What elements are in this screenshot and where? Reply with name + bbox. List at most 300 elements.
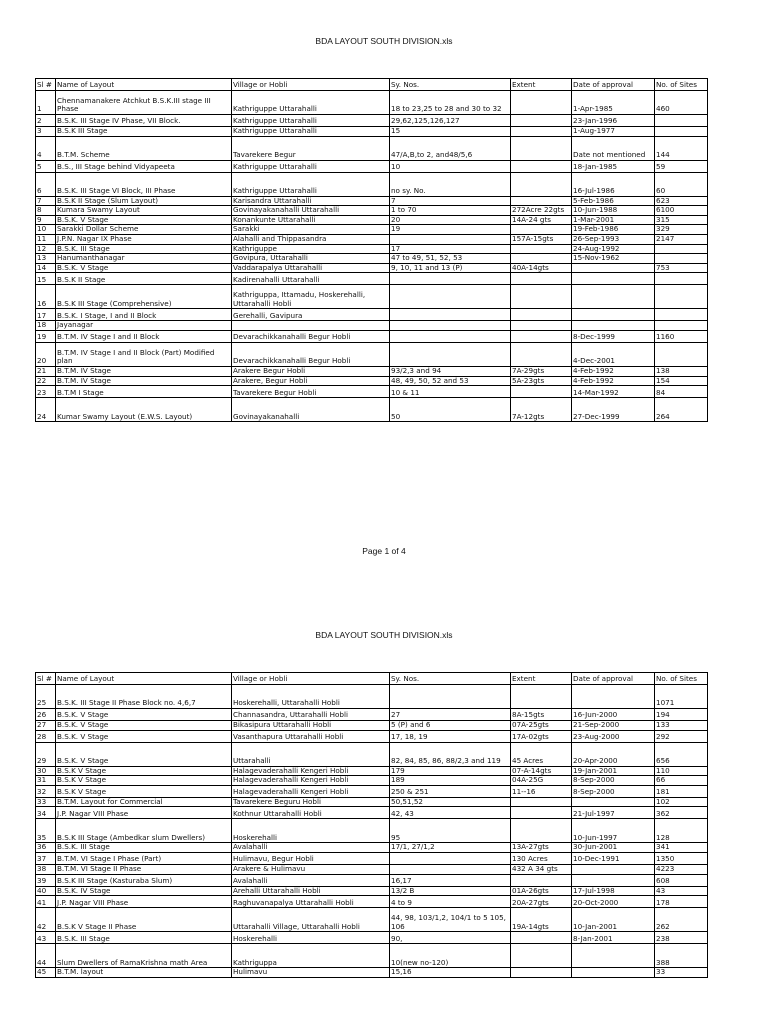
approval-date-cell: 10-Jun-1988 bbox=[572, 206, 655, 216]
layout-table bbox=[35, 672, 708, 978]
survey-nos-cell: 17/1, 27/1,2 bbox=[390, 843, 511, 853]
approval-date-cell: 24-Aug-1992 bbox=[572, 244, 655, 254]
approval-date-cell: 20-Apr-2000 bbox=[572, 742, 655, 766]
extent-cell bbox=[511, 797, 572, 807]
layout-name-cell: B.S.K V Stage bbox=[56, 776, 232, 786]
sl-no-cell: 27 bbox=[36, 721, 56, 731]
approval-date-cell: 8-Dec-1999 bbox=[572, 330, 655, 342]
sl-no-cell: 22 bbox=[36, 376, 56, 386]
extent-cell: 17A-02gts bbox=[511, 730, 572, 742]
village-hobli-cell: Halagevaderahalli Kengeri Hobli bbox=[232, 766, 390, 776]
approval-date-cell bbox=[572, 968, 655, 978]
site-count-cell: 66 bbox=[655, 776, 708, 786]
column-header-layout-name: Name of Layout bbox=[56, 673, 232, 685]
layout-name-cell: B.S.K. III Stage bbox=[56, 244, 232, 254]
sl-no-cell: 15 bbox=[36, 273, 56, 285]
extent-cell bbox=[511, 91, 572, 115]
village-hobli-cell: Vasanthapura Uttarahalli Hobli bbox=[232, 730, 390, 742]
site-count-cell: 1071 bbox=[655, 685, 708, 709]
layout-name-cell: B.T.M. Layout for Commercial bbox=[56, 797, 232, 807]
survey-nos-cell bbox=[390, 321, 511, 331]
village-hobli-cell: Govinayakanahalli bbox=[232, 398, 390, 422]
table-row bbox=[36, 234, 708, 244]
layout-name-cell: B.S.K III Stage (Comprehensive) bbox=[56, 285, 232, 309]
village-hobli-cell: Tavarekere Begur Hobli bbox=[232, 386, 390, 398]
sl-no-cell: 39 bbox=[36, 874, 56, 886]
site-count-cell: 460 bbox=[655, 91, 708, 115]
layout-name-cell: B.T.M I Stage bbox=[56, 386, 232, 398]
table-row bbox=[36, 160, 708, 172]
table-row bbox=[36, 115, 708, 127]
village-hobli-cell: Devarachikkanahalli Begur Hobli bbox=[232, 342, 390, 366]
village-hobli-cell: Halagevaderahalli Kengeri Hobli bbox=[232, 776, 390, 786]
sl-no-cell: 38 bbox=[36, 864, 56, 874]
approval-date-cell: 19-Feb-1986 bbox=[572, 225, 655, 235]
sl-no-cell: 34 bbox=[36, 807, 56, 819]
village-hobli-cell: Hoskerehalli bbox=[232, 932, 390, 944]
column-header-survey-nos: Sy. Nos. bbox=[390, 79, 511, 91]
column-header-site-count: No. of Sites bbox=[655, 673, 708, 685]
table-row bbox=[36, 215, 708, 225]
survey-nos-cell: 4 to 9 bbox=[390, 896, 511, 908]
sl-no-cell: 40 bbox=[36, 886, 56, 896]
approval-date-cell: 14-Mar-1992 bbox=[572, 386, 655, 398]
table-row bbox=[36, 944, 708, 968]
survey-nos-cell: 179 bbox=[390, 766, 511, 776]
sl-no-cell: 4 bbox=[36, 136, 56, 160]
approval-date-cell bbox=[572, 285, 655, 309]
village-hobli-cell: Gerehalli, Gavipura bbox=[232, 309, 390, 321]
extent-cell bbox=[511, 342, 572, 366]
survey-nos-cell bbox=[390, 285, 511, 309]
village-hobli-cell: Kathriguppe Uttarahalli bbox=[232, 127, 390, 137]
table-row bbox=[36, 376, 708, 386]
table-row bbox=[36, 172, 708, 196]
approval-date-cell bbox=[572, 685, 655, 709]
extent-cell: 130 Acres bbox=[511, 852, 572, 864]
sl-no-cell: 42 bbox=[36, 908, 56, 932]
village-hobli-cell: Arehalli Uttarahalli Hobli bbox=[232, 886, 390, 896]
site-count-cell bbox=[655, 321, 708, 331]
table-row bbox=[36, 366, 708, 376]
layout-name-cell: Jayanagar bbox=[56, 321, 232, 331]
survey-nos-cell: 47 to 49, 51, 52, 53 bbox=[390, 254, 511, 264]
extent-cell bbox=[511, 273, 572, 285]
site-count-cell bbox=[655, 285, 708, 309]
survey-nos-cell: 44, 98, 103/1,2, 104/1 to 5 105, 106 bbox=[390, 908, 511, 932]
survey-nos-cell: 18 to 23,25 to 28 and 30 to 32 bbox=[390, 91, 511, 115]
layout-name-cell: Kumar Swamy Layout (E.W.S. Layout) bbox=[56, 398, 232, 422]
village-hobli-cell: Hoskerehalli bbox=[232, 819, 390, 843]
table-row bbox=[36, 330, 708, 342]
approval-date-cell: 30-Jun-2001 bbox=[572, 843, 655, 853]
site-count-cell: 6100 bbox=[655, 206, 708, 216]
table-row bbox=[36, 309, 708, 321]
column-header-village-hobli: Village or Hobli bbox=[232, 673, 390, 685]
approval-date-cell: 26-Sep-1993 bbox=[572, 234, 655, 244]
extent-cell bbox=[511, 309, 572, 321]
layout-name-cell: B.T.M. VI Stage I Phase (Part) bbox=[56, 852, 232, 864]
village-hobli-cell: Vaddarapalya Uttarahalli bbox=[232, 263, 390, 273]
approval-date-cell: 23-Jan-1996 bbox=[572, 115, 655, 127]
table-row bbox=[36, 285, 708, 309]
village-hobli-cell: Kothnur Uttarahalli Hobli bbox=[232, 807, 390, 819]
column-header-sl-no: Sl # bbox=[36, 79, 56, 91]
approval-date-cell: 4-Feb-1992 bbox=[572, 376, 655, 386]
layout-name-cell: J.P. Nagar VIII Phase bbox=[56, 896, 232, 908]
sl-no-cell: 17 bbox=[36, 309, 56, 321]
survey-nos-cell bbox=[390, 273, 511, 285]
site-count-cell: 154 bbox=[655, 376, 708, 386]
site-count-cell: 194 bbox=[655, 709, 708, 721]
table-row bbox=[36, 136, 708, 160]
sl-no-cell: 1 bbox=[36, 91, 56, 115]
survey-nos-cell bbox=[390, 864, 511, 874]
site-count-cell bbox=[655, 127, 708, 137]
village-hobli-cell: Bikasipura Uttarahalli Hobli bbox=[232, 721, 390, 731]
survey-nos-cell: 29,62,125,126,127 bbox=[390, 115, 511, 127]
layout-name-cell: B.S.K II Stage bbox=[56, 273, 232, 285]
table-row bbox=[36, 263, 708, 273]
survey-nos-cell: 27 bbox=[390, 709, 511, 721]
extent-cell: 14A-24 gts bbox=[511, 215, 572, 225]
survey-nos-cell: 17 bbox=[390, 244, 511, 254]
table-row bbox=[36, 91, 708, 115]
sl-no-cell: 7 bbox=[36, 196, 56, 206]
survey-nos-cell: 82, 84, 85, 86, 88/2,3 and 119 bbox=[390, 742, 511, 766]
survey-nos-cell: 47/A,B,to 2, and48/5,6 bbox=[390, 136, 511, 160]
approval-date-cell: 8-Jan-2001 bbox=[572, 932, 655, 944]
column-header-layout-name: Name of Layout bbox=[56, 79, 232, 91]
site-count-cell: 623 bbox=[655, 196, 708, 206]
sl-no-cell: 29 bbox=[36, 742, 56, 766]
document-title: BDA LAYOUT SOUTH DIVISION.xls bbox=[315, 36, 453, 46]
approval-date-cell: 16-Jun-2000 bbox=[572, 709, 655, 721]
table-row bbox=[36, 398, 708, 422]
approval-date-cell: 27-Dec-1999 bbox=[572, 398, 655, 422]
extent-cell bbox=[511, 386, 572, 398]
extent-cell bbox=[511, 285, 572, 309]
layout-name-cell: B.S.K. III Stage VI Block, III Phase bbox=[56, 172, 232, 196]
column-header-extent: Extent bbox=[511, 79, 572, 91]
table-row bbox=[36, 886, 708, 896]
table-row bbox=[36, 709, 708, 721]
site-count-cell bbox=[655, 115, 708, 127]
layout-name-cell: B.S.K V Stage bbox=[56, 785, 232, 797]
extent-cell bbox=[511, 172, 572, 196]
table-row bbox=[36, 819, 708, 843]
survey-nos-cell: no sy. No. bbox=[390, 172, 511, 196]
extent-cell bbox=[511, 685, 572, 709]
village-hobli-cell: Arakere Begur Hobli bbox=[232, 366, 390, 376]
survey-nos-cell: 15 bbox=[390, 127, 511, 137]
extent-cell: 157A-15gts bbox=[511, 234, 572, 244]
table-row bbox=[36, 807, 708, 819]
village-hobli-cell: Hulimavu bbox=[232, 968, 390, 978]
survey-nos-cell: 95 bbox=[390, 819, 511, 843]
survey-nos-cell bbox=[390, 685, 511, 709]
site-count-cell: 292 bbox=[655, 730, 708, 742]
village-hobli-cell: Kathriguppe Uttarahalli bbox=[232, 91, 390, 115]
approval-date-cell: 4-Feb-1992 bbox=[572, 366, 655, 376]
layout-name-cell: B.S.K III Stage bbox=[56, 127, 232, 137]
site-count-cell: 181 bbox=[655, 785, 708, 797]
extent-cell: 7A-12gts bbox=[511, 398, 572, 422]
sl-no-cell: 45 bbox=[36, 968, 56, 978]
site-count-cell: 43 bbox=[655, 886, 708, 896]
extent-cell: 45 Acres bbox=[511, 742, 572, 766]
approval-date-cell bbox=[572, 944, 655, 968]
sl-no-cell: 3 bbox=[36, 127, 56, 137]
sl-no-cell: 33 bbox=[36, 797, 56, 807]
site-count-cell: 1160 bbox=[655, 330, 708, 342]
village-hobli-cell: Raghuvanapalya Uttarahalli Hobli bbox=[232, 896, 390, 908]
site-count-cell bbox=[655, 342, 708, 366]
extent-cell: 13A-27gts bbox=[511, 843, 572, 853]
table-row bbox=[36, 843, 708, 853]
extent-cell bbox=[511, 136, 572, 160]
table-row bbox=[36, 254, 708, 264]
site-count-cell bbox=[655, 244, 708, 254]
village-hobli-cell: Kathriguppa bbox=[232, 944, 390, 968]
site-count-cell: 362 bbox=[655, 807, 708, 819]
table-row bbox=[36, 386, 708, 398]
approval-date-cell bbox=[572, 273, 655, 285]
approval-date-cell: 1-Aug-1977 bbox=[572, 127, 655, 137]
village-hobli-cell: Hoskerehalli, Uttarahalli Hobli bbox=[232, 685, 390, 709]
approval-date-cell bbox=[572, 864, 655, 874]
layout-name-cell: B.S.K. III Stage bbox=[56, 843, 232, 853]
approval-date-cell: 5-Feb-1986 bbox=[572, 196, 655, 206]
survey-nos-cell: 19 bbox=[390, 225, 511, 235]
table-row bbox=[36, 196, 708, 206]
village-hobli-cell: Kadirenahalli Uttarahalli bbox=[232, 273, 390, 285]
site-count-cell: 341 bbox=[655, 843, 708, 853]
extent-cell: 19A-14gts bbox=[511, 908, 572, 932]
extent-cell: 5A-23gts bbox=[511, 376, 572, 386]
site-count-cell: 138 bbox=[655, 366, 708, 376]
layout-name-cell: B.T.M. VI Stage II Phase bbox=[56, 864, 232, 874]
village-hobli-cell: Govinayakanahalli Uttarahalli bbox=[232, 206, 390, 216]
extent-cell bbox=[511, 244, 572, 254]
extent-cell bbox=[511, 115, 572, 127]
survey-nos-cell: 90, bbox=[390, 932, 511, 944]
table-row bbox=[36, 852, 708, 864]
survey-nos-cell: 5 (P) and 6 bbox=[390, 721, 511, 731]
layout-name-cell: Chennamanakere Atchkut B.S.K.III stage III Phase bbox=[56, 91, 232, 115]
approval-date-cell: 16-Jul-1986 bbox=[572, 172, 655, 196]
extent-cell bbox=[511, 932, 572, 944]
village-hobli-cell: Kathriguppe Uttarahalli bbox=[232, 115, 390, 127]
table-row bbox=[36, 864, 708, 874]
survey-nos-cell: 10(new no-120) bbox=[390, 944, 511, 968]
layout-name-cell: B.T.M. IV Stage bbox=[56, 366, 232, 376]
column-header-village-hobli: Village or Hobli bbox=[232, 79, 390, 91]
survey-nos-cell: 1 to 70 bbox=[390, 206, 511, 216]
sl-no-cell: 21 bbox=[36, 366, 56, 376]
sl-no-cell: 10 bbox=[36, 225, 56, 235]
site-count-cell: 144 bbox=[655, 136, 708, 160]
layout-name-cell: J.P. Nagar VIII Phase bbox=[56, 807, 232, 819]
layout-name-cell: B.T.M. IV Stage I and II Block (Part) Modified plan bbox=[56, 342, 232, 366]
table-row bbox=[36, 785, 708, 797]
village-hobli-cell: Arakere, Begur Hobli bbox=[232, 376, 390, 386]
layout-name-cell: B.S.K III Stage (Kasturaba Slum) bbox=[56, 874, 232, 886]
table-row bbox=[36, 797, 708, 807]
extent-cell: 04A-25G bbox=[511, 776, 572, 786]
village-hobli-cell: Tavarekere Begur bbox=[232, 136, 390, 160]
table-row bbox=[36, 206, 708, 216]
village-hobli-cell: Tavarekere Beguru Hobli bbox=[232, 797, 390, 807]
column-header-survey-nos: Sy. Nos. bbox=[390, 673, 511, 685]
sl-no-cell: 31 bbox=[36, 776, 56, 786]
survey-nos-cell bbox=[390, 309, 511, 321]
survey-nos-cell: 17, 18, 19 bbox=[390, 730, 511, 742]
layout-name-cell: B.T.M. IV Stage bbox=[56, 376, 232, 386]
table-row bbox=[36, 968, 708, 978]
sl-no-cell: 23 bbox=[36, 386, 56, 398]
site-count-cell: 388 bbox=[655, 944, 708, 968]
survey-nos-cell: 50 bbox=[390, 398, 511, 422]
approval-date-cell: 10-Dec-1991 bbox=[572, 852, 655, 864]
village-hobli-cell: Avalahalli bbox=[232, 843, 390, 853]
extent-cell bbox=[511, 196, 572, 206]
table-header-row bbox=[36, 79, 708, 91]
layout-name-cell: J.P.N. Nagar IX Phase bbox=[56, 234, 232, 244]
approval-date-cell: 4-Dec-2001 bbox=[572, 342, 655, 366]
table-row bbox=[36, 342, 708, 366]
extent-cell bbox=[511, 330, 572, 342]
site-count-cell: 178 bbox=[655, 896, 708, 908]
village-hobli-cell: Kathriguppa, Ittamadu, Hoskerehalli, Uttarahalli Hobli bbox=[232, 285, 390, 309]
layout-name-cell: B.S.K. I Stage, I and II Block bbox=[56, 309, 232, 321]
table-row bbox=[36, 225, 708, 235]
table-row bbox=[36, 776, 708, 786]
extent-cell bbox=[511, 944, 572, 968]
table-row bbox=[36, 321, 708, 331]
layout-name-cell: B.S.K. III Stage II Phase Block no. 4,6,7 bbox=[56, 685, 232, 709]
sl-no-cell: 28 bbox=[36, 730, 56, 742]
sl-no-cell: 20 bbox=[36, 342, 56, 366]
layout-name-cell: B.S.K. V Stage bbox=[56, 730, 232, 742]
approval-date-cell: 17-Jul-1998 bbox=[572, 886, 655, 896]
village-hobli-cell: Avalahalli bbox=[232, 874, 390, 886]
survey-nos-cell: 93/2,3 and 94 bbox=[390, 366, 511, 376]
survey-nos-cell: 10 bbox=[390, 160, 511, 172]
extent-cell bbox=[511, 160, 572, 172]
sl-no-cell: 37 bbox=[36, 852, 56, 864]
layout-name-cell: B.S.K II Stage (Slum Layout) bbox=[56, 196, 232, 206]
layout-name-cell: B.S., III Stage behind Vidyapeeta bbox=[56, 160, 232, 172]
extent-cell bbox=[511, 807, 572, 819]
approval-date-cell: 19-Jan-2001 bbox=[572, 766, 655, 776]
approval-date-cell: 21-Jul-1997 bbox=[572, 807, 655, 819]
village-hobli-cell: Sarakki bbox=[232, 225, 390, 235]
approval-date-cell: 10-Jun-1997 bbox=[572, 819, 655, 843]
survey-nos-cell bbox=[390, 234, 511, 244]
table-row bbox=[36, 127, 708, 137]
sl-no-cell: 9 bbox=[36, 215, 56, 225]
site-count-cell bbox=[655, 273, 708, 285]
survey-nos-cell: 48, 49, 50, 52 and 53 bbox=[390, 376, 511, 386]
approval-date-cell: 8-Sep-2000 bbox=[572, 785, 655, 797]
site-count-cell: 60 bbox=[655, 172, 708, 196]
village-hobli-cell: Alahalli and Thippasandra bbox=[232, 234, 390, 244]
sl-no-cell: 12 bbox=[36, 244, 56, 254]
approval-date-cell bbox=[572, 263, 655, 273]
extent-cell: 20A-27gts bbox=[511, 896, 572, 908]
sl-no-cell: 43 bbox=[36, 932, 56, 944]
survey-nos-cell: 189 bbox=[390, 776, 511, 786]
approval-date-cell: 20-Oct-2000 bbox=[572, 896, 655, 908]
survey-nos-cell: 15,16 bbox=[390, 968, 511, 978]
layout-name-cell: B.S.K. III Stage IV Phase, VII Block. bbox=[56, 115, 232, 127]
table-row bbox=[36, 896, 708, 908]
layout-name-cell: B.T.M. layout bbox=[56, 968, 232, 978]
sl-no-cell: 30 bbox=[36, 766, 56, 776]
sl-no-cell: 14 bbox=[36, 263, 56, 273]
village-hobli-cell: Channasandra, Uttarahalli Hobli bbox=[232, 709, 390, 721]
approval-date-cell bbox=[572, 874, 655, 886]
site-count-cell: 329 bbox=[655, 225, 708, 235]
document-title: BDA LAYOUT SOUTH DIVISION.xls bbox=[315, 630, 453, 640]
column-header-sl-no: Sl # bbox=[36, 673, 56, 685]
approval-date-cell: 1-Mar-2001 bbox=[572, 215, 655, 225]
survey-nos-cell: 7 bbox=[390, 196, 511, 206]
column-header-site-count: No. of Sites bbox=[655, 79, 708, 91]
extent-cell bbox=[511, 968, 572, 978]
approval-date-cell: 10-Jan-2001 bbox=[572, 908, 655, 932]
extent-cell: 7A-29gts bbox=[511, 366, 572, 376]
sl-no-cell: 26 bbox=[36, 709, 56, 721]
site-count-cell: 4223 bbox=[655, 864, 708, 874]
sl-no-cell: 19 bbox=[36, 330, 56, 342]
village-hobli-cell: Govipura, Uttarahalli bbox=[232, 254, 390, 264]
survey-nos-cell: 42, 43 bbox=[390, 807, 511, 819]
table-row bbox=[36, 721, 708, 731]
village-hobli-cell: Kathriguppe Uttarahalli bbox=[232, 160, 390, 172]
village-hobli-cell: Karisandra Uttarahalli bbox=[232, 196, 390, 206]
sl-no-cell: 2 bbox=[36, 115, 56, 127]
village-hobli-cell: Uttarahalli Village, Uttarahalli Hobli bbox=[232, 908, 390, 932]
sl-no-cell: 18 bbox=[36, 321, 56, 331]
site-count-cell bbox=[655, 309, 708, 321]
approval-date-cell bbox=[572, 321, 655, 331]
village-hobli-cell: Devarachikkanahalli Begur Hobli bbox=[232, 330, 390, 342]
extent-cell: 40A-14gts bbox=[511, 263, 572, 273]
table-row bbox=[36, 730, 708, 742]
approval-date-cell: 15-Nov-1962 bbox=[572, 254, 655, 264]
layout-name-cell: B.S.K. V Stage bbox=[56, 709, 232, 721]
sl-no-cell: 35 bbox=[36, 819, 56, 843]
site-count-cell: 753 bbox=[655, 263, 708, 273]
village-hobli-cell: Hulimavu, Begur Hobli bbox=[232, 852, 390, 864]
site-count-cell: 110 bbox=[655, 766, 708, 776]
column-header-approval-date: Date of approval bbox=[572, 79, 655, 91]
layout-name-cell: B.S.K. IV Stage bbox=[56, 886, 232, 896]
layout-name-cell: B.S.K III Stage (Ambedkar slum Dwellers) bbox=[56, 819, 232, 843]
site-count-cell: 2147 bbox=[655, 234, 708, 244]
table-header-row bbox=[36, 673, 708, 685]
survey-nos-cell: 50,51,52 bbox=[390, 797, 511, 807]
site-count-cell: 238 bbox=[655, 932, 708, 944]
extent-cell bbox=[511, 225, 572, 235]
village-hobli-cell bbox=[232, 321, 390, 331]
site-count-cell: 84 bbox=[655, 386, 708, 398]
survey-nos-cell bbox=[390, 330, 511, 342]
survey-nos-cell: 20 bbox=[390, 215, 511, 225]
sl-no-cell: 41 bbox=[36, 896, 56, 908]
